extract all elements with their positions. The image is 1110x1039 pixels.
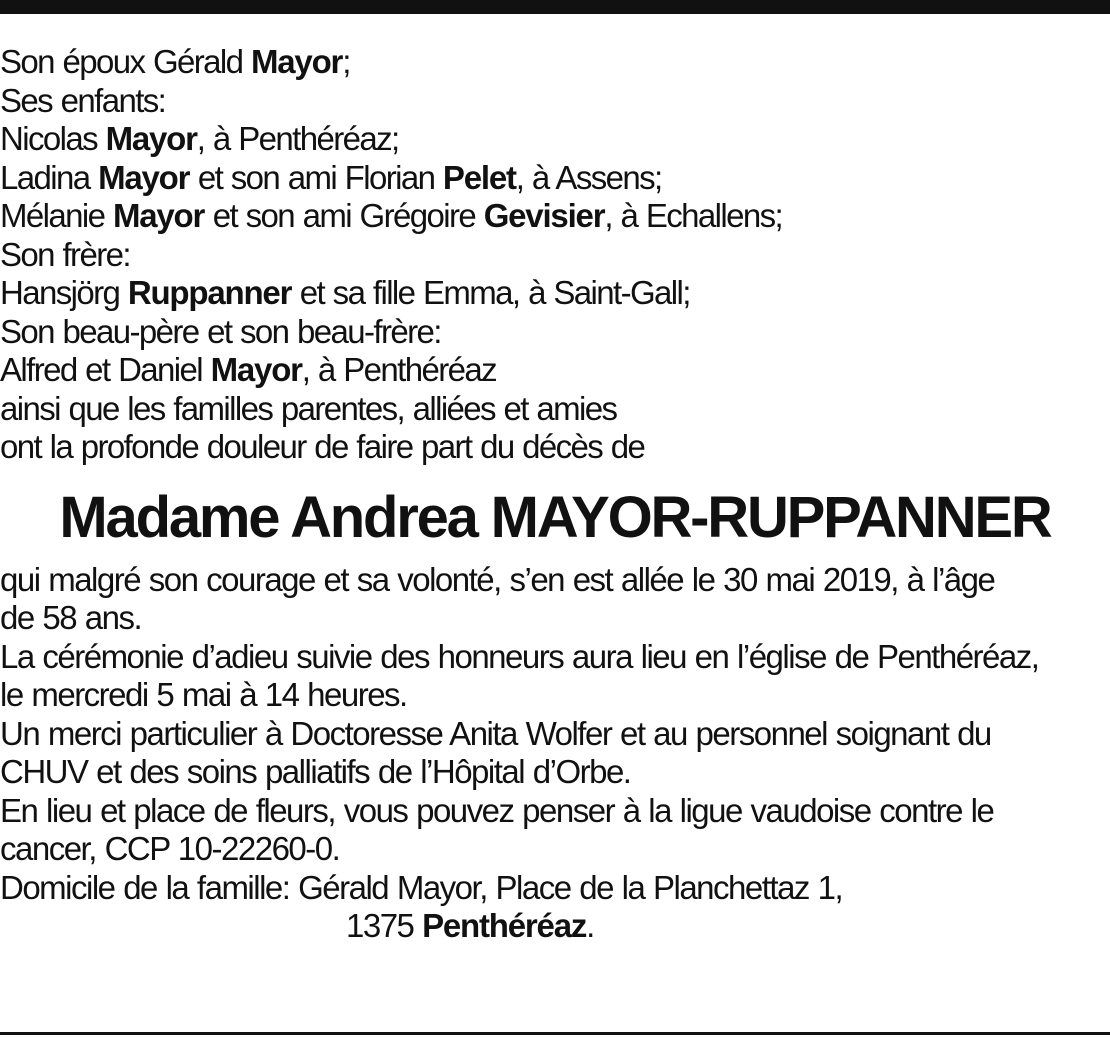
in-laws-surname: Mayor xyxy=(210,351,302,388)
child-surname: Mayor xyxy=(98,158,190,196)
ceremony-line: La cérémonie d’adieu suivie des honneurs aura lieu en l’église de Penthéréaz, xyxy=(0,637,1039,675)
child-surname: Mayor xyxy=(112,197,205,234)
address-line: Domicile de la famille: Gérald Mayor, Place de la Planchettaz 1, xyxy=(0,868,843,906)
spouse-surname: Mayor xyxy=(250,43,343,80)
announcement-line: ont la profonde douleur de faire part du décès de xyxy=(0,428,645,465)
deceased-name: Madame Andrea MAYOR-RUPPANNER xyxy=(59,484,1051,550)
notice-body xyxy=(0,561,1110,946)
child-line: Nicolas Mayor, à Penthéréaz; xyxy=(0,120,399,157)
death-notice xyxy=(0,43,1110,946)
brother-line: Hansjörg Ruppanner et sa fille Emma, à Saint-Gall; xyxy=(0,274,690,311)
spouse-line: Son époux Gérald Mayor; xyxy=(0,43,350,80)
top-rule xyxy=(0,0,1110,14)
donation-line: cancer, CCP 10-22260-0. xyxy=(0,830,340,867)
body-line: qui malgré son courage et sa volonté, s’en est allée le 30 mai 2019, à l’âge xyxy=(0,560,995,598)
in-laws-line: Alfred et Daniel Mayor, à Penthéréaz xyxy=(0,351,497,388)
body-line: de 58 ans. xyxy=(0,599,142,636)
children-heading: Ses enfants: xyxy=(0,81,166,119)
partner-surname: Gevisier xyxy=(483,197,605,234)
in-laws-heading: Son beau-père et son beau-frère: xyxy=(0,312,441,350)
locality-name: Penthéréaz xyxy=(422,907,587,944)
ceremony-line: le mercredi 5 mai à 14 heures. xyxy=(0,676,407,713)
address-locality-line: 1375 Penthéréaz. xyxy=(346,907,594,944)
child-surname: Mayor xyxy=(105,120,197,157)
brother-surname: Ruppanner xyxy=(127,274,292,311)
partner-surname: Pelet xyxy=(442,158,516,196)
family-list xyxy=(0,43,1110,467)
child-line: Mélanie Mayor et son ami Grégoire Gevisier, à Echallens; xyxy=(0,197,783,234)
donation-line: En lieu et place de fleurs, vous pouvez penser à la ligue vaudoise contre le xyxy=(0,791,994,829)
thanks-line: CHUV et des soins palliatifs de l’Hôpital d’Orbe. xyxy=(0,753,631,790)
thanks-line: Un merci particulier à Doctoresse Anita Wolfer et au personnel soignant du xyxy=(0,714,991,752)
brother-heading: Son frère: xyxy=(0,235,130,273)
child-line: Ladina Mayor et son ami Florian Pelet, à Assens; xyxy=(0,158,662,196)
bottom-rule xyxy=(0,1032,1110,1035)
families-line: ainsi que les familles parentes, alliées et amies xyxy=(0,389,617,427)
